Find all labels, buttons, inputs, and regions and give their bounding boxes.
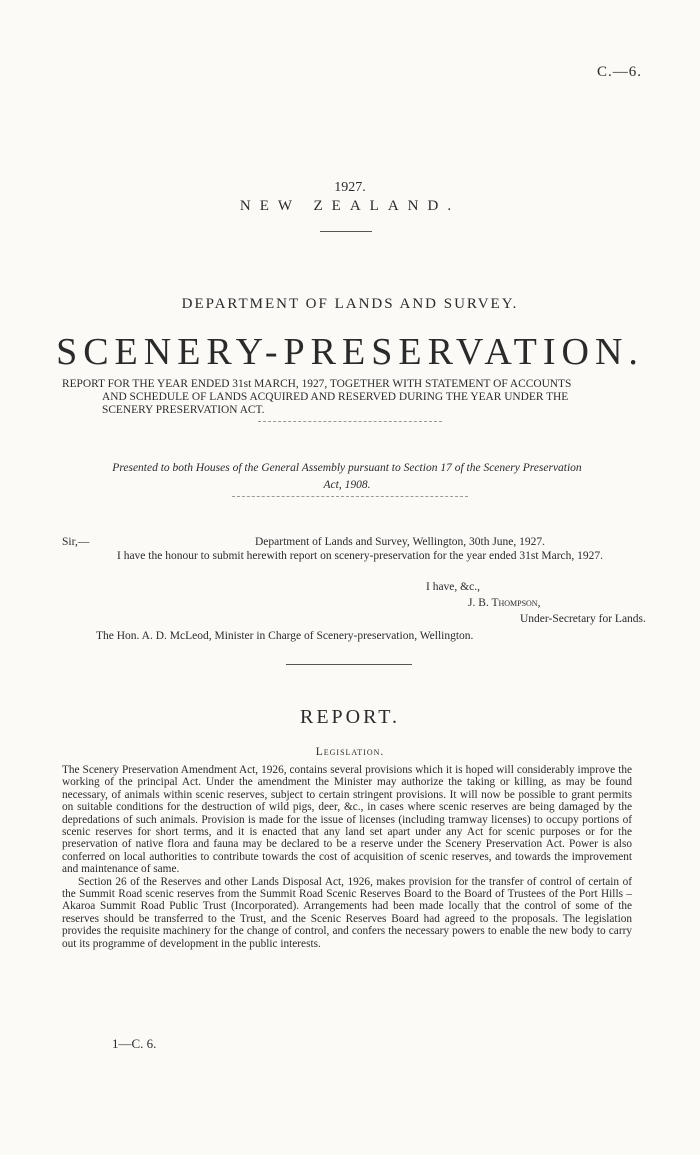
letter-closing: I have, &c., xyxy=(426,581,480,593)
report-description-line: SCENERY PRESERVATION ACT. xyxy=(102,404,265,416)
divider-rule xyxy=(258,421,442,422)
presentation-note-line: Presented to both Houses of the General Assembly pursuant to Section 17 of the Scenery Preservation xyxy=(112,462,582,474)
page-reference: C.—6. xyxy=(596,64,642,80)
letter-salutation: Sir,— xyxy=(62,536,90,548)
report-description xyxy=(62,378,632,417)
main-title: SCENERY-PRESERVATION. xyxy=(56,331,644,373)
letter-signatory: J. B. Thompson, xyxy=(468,597,541,609)
divider-rule xyxy=(320,231,372,232)
divider-rule xyxy=(286,664,412,665)
divider-rule xyxy=(232,496,468,497)
report-heading: REPORT. xyxy=(300,706,400,728)
report-description-line: REPORT FOR THE YEAR ENDED 31st MARCH, 1927, TOGETHER WITH STATEMENT OF ACCOUNTS xyxy=(62,378,572,390)
report-body xyxy=(62,764,632,950)
section-heading: Legislation. xyxy=(315,746,385,758)
sheet-reference: 1—C. 6. xyxy=(112,1036,157,1051)
letter-body: I have the honour to submit herewith report on scenery-preservation for the year ended 31st March, 1927. xyxy=(117,550,604,562)
presentation-note-line: Act, 1908. xyxy=(323,479,371,491)
letter-signatory-title: Under-Secretary for Lands. xyxy=(520,613,646,625)
report-paragraph: The Scenery Preservation Amendment Act, 1926, contains several provisions which it is hoped will considerably improve the working of the principal Act. Under the amendment the Minister may authorize the taking or killing, as may be found necessary, of animals within scenic reserves, subject to certain stringent provisions. It will now be possible to grant permits on suitable conditions for the destruction of wild pigs, deer, &c., in cases where scenic reserves are being damaged by the depredations of such animals. Provision is made for the issue of licenses (including tramway licenses) to occupy portions of scenic reserves for short terms, and it is enacted that any land set apart under any Act for scenic purposes or for the preservation of native flora and fauna may be declared to be a reserve under the Scenery Preservation Act. Power is also conferred on local authorities to contribute towards the cost of acquisition of scenic reserves, and towards the improvement and maintenance of same. xyxy=(62,764,632,876)
department-heading: DEPARTMENT OF LANDS AND SURVEY. xyxy=(181,296,519,312)
presentation-note xyxy=(62,460,632,494)
letter-addressee: The Hon. A. D. McLeod, Minister in Charge of Scenery-preservation, Wellington. xyxy=(96,630,474,642)
letter-date-line: Department of Lands and Survey, Wellington, 30th June, 1927. xyxy=(255,536,546,548)
report-paragraph: Section 26 of the Reserves and other Lands Disposal Act, 1926, makes provision for the transfer of control of certain of the Summit Road scenic reserves from the Summit Road Scenic Reserves Board to the Board of Trustees of the Port Hills – Akaroa Summit Road Public Trust (Incorporated). Arrangements had been made locally that the control of some of the reserves should be transferred to the Trust, and the Scenic Reserves Board had agreed to the proposals. The legislation provides the requisite machinery for the change of control, and confers the necessary powers to enable the new body to carry out its programme of development in the public interests. xyxy=(62,875,632,950)
publication-year: 1927. xyxy=(334,180,366,195)
report-description-line: AND SCHEDULE OF LANDS ACQUIRED AND RESERVED DURING THE YEAR UNDER THE xyxy=(102,391,569,403)
country-heading: NEW ZEALAND. xyxy=(239,198,461,214)
